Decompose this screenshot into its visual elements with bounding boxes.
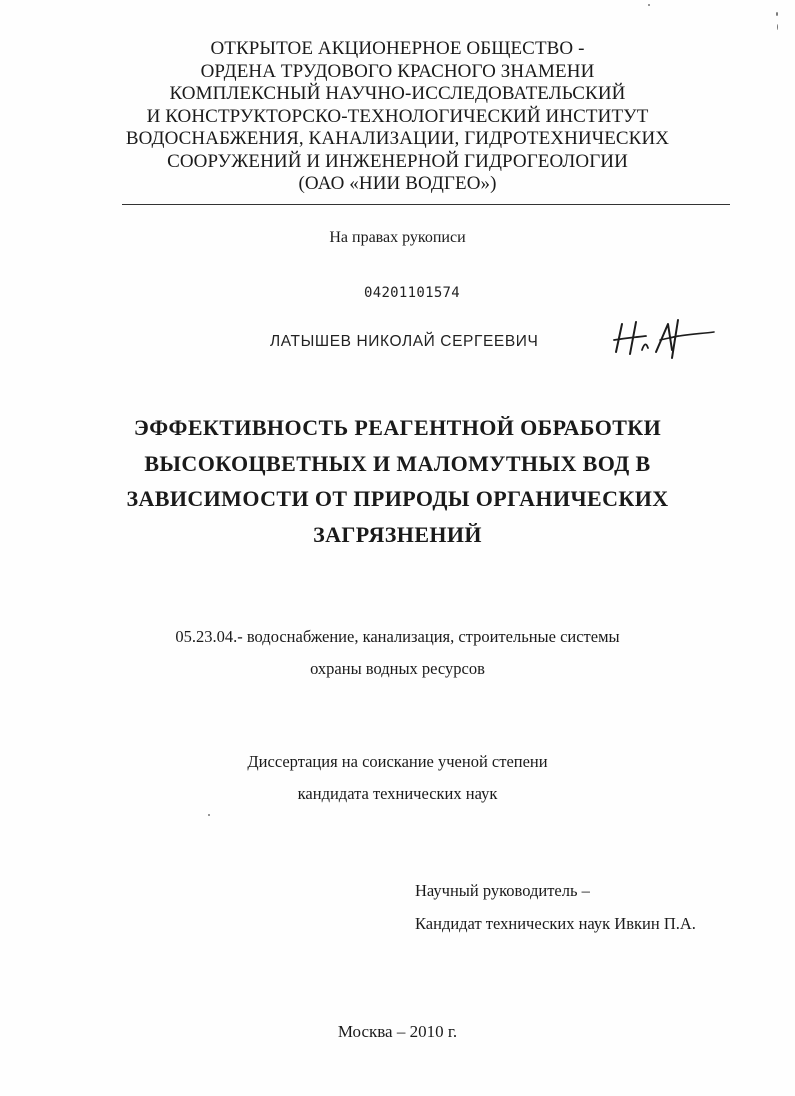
scan-speck	[776, 12, 778, 16]
org-line: ОРДЕНА ТРУДОВОГО КРАСНОГО ЗНАМЕНИ	[200, 60, 595, 82]
header-divider	[122, 204, 730, 205]
degree-line: кандидата технических наук	[297, 784, 498, 803]
manuscript-note: На правах рукописи	[329, 229, 466, 246]
org-line: И КОНСТРУКТОРСКО-ТЕХНОЛОГИЧЕСКИЙ ИНСТИТУТ	[146, 105, 649, 127]
city-year: Москва – 2010 г.	[337, 1022, 458, 1041]
title-line: ЗАГРЯЗНЕНИЙ	[313, 521, 482, 547]
org-line: ВОДОСНАБЖЕНИЯ, КАНАЛИЗАЦИИ, ГИДРОТЕХНИЧЕСКИХ	[125, 128, 670, 149]
title-line: ЗАВИСИМОСТИ ОТ ПРИРОДЫ ОРГАНИЧЕСКИХ	[126, 486, 669, 511]
author-signature	[608, 314, 718, 360]
degree-block	[0, 746, 795, 810]
advisor-block	[415, 874, 696, 940]
organization-header	[0, 38, 795, 196]
advisor-line: Научный руководитель –	[415, 881, 590, 900]
advisor-line: Кандидат технических наук Ивкин П.А.	[415, 914, 696, 933]
org-line: ОТКРЫТОЕ АКЦИОНЕРНОЕ ОБЩЕСТВО -	[210, 38, 585, 59]
title-line: ЭФФЕКТИВНОСТЬ РЕАГЕНТНОЙ ОБРАБОТКИ	[133, 415, 662, 440]
org-line: СООРУЖЕНИЙ И ИНЖЕНЕРНОЙ ГИДРОГЕОЛОГИИ	[167, 150, 628, 172]
degree-line: Диссертация на соискание ученой степени	[247, 752, 548, 771]
specialty-block	[0, 621, 795, 685]
scan-speck	[648, 4, 650, 6]
title-line: ВЫСОКОЦВЕТНЫХ И МАЛОМУТНЫХ ВОД В	[144, 450, 651, 476]
dissertation-title	[0, 410, 795, 552]
specialty-line: охраны водных ресурсов	[310, 659, 485, 678]
specialty-line: 05.23.04.- водоснабжение, канализация, строительные системы	[175, 627, 620, 646]
org-line: КОМПЛЕКСНЫЙ НАУЧНО-ИССЛЕДОВАТЕЛЬСКИЙ	[169, 83, 626, 104]
org-line: (ОАО «НИИ ВОДГЕО»)	[298, 173, 497, 194]
scan-speck	[777, 24, 778, 30]
registry-code: 04201101574	[364, 285, 461, 301]
author-name: ЛАТЫШЕВ НИКОЛАЙ СЕРГЕЕВИЧ	[270, 333, 539, 350]
scan-speck	[208, 814, 210, 816]
